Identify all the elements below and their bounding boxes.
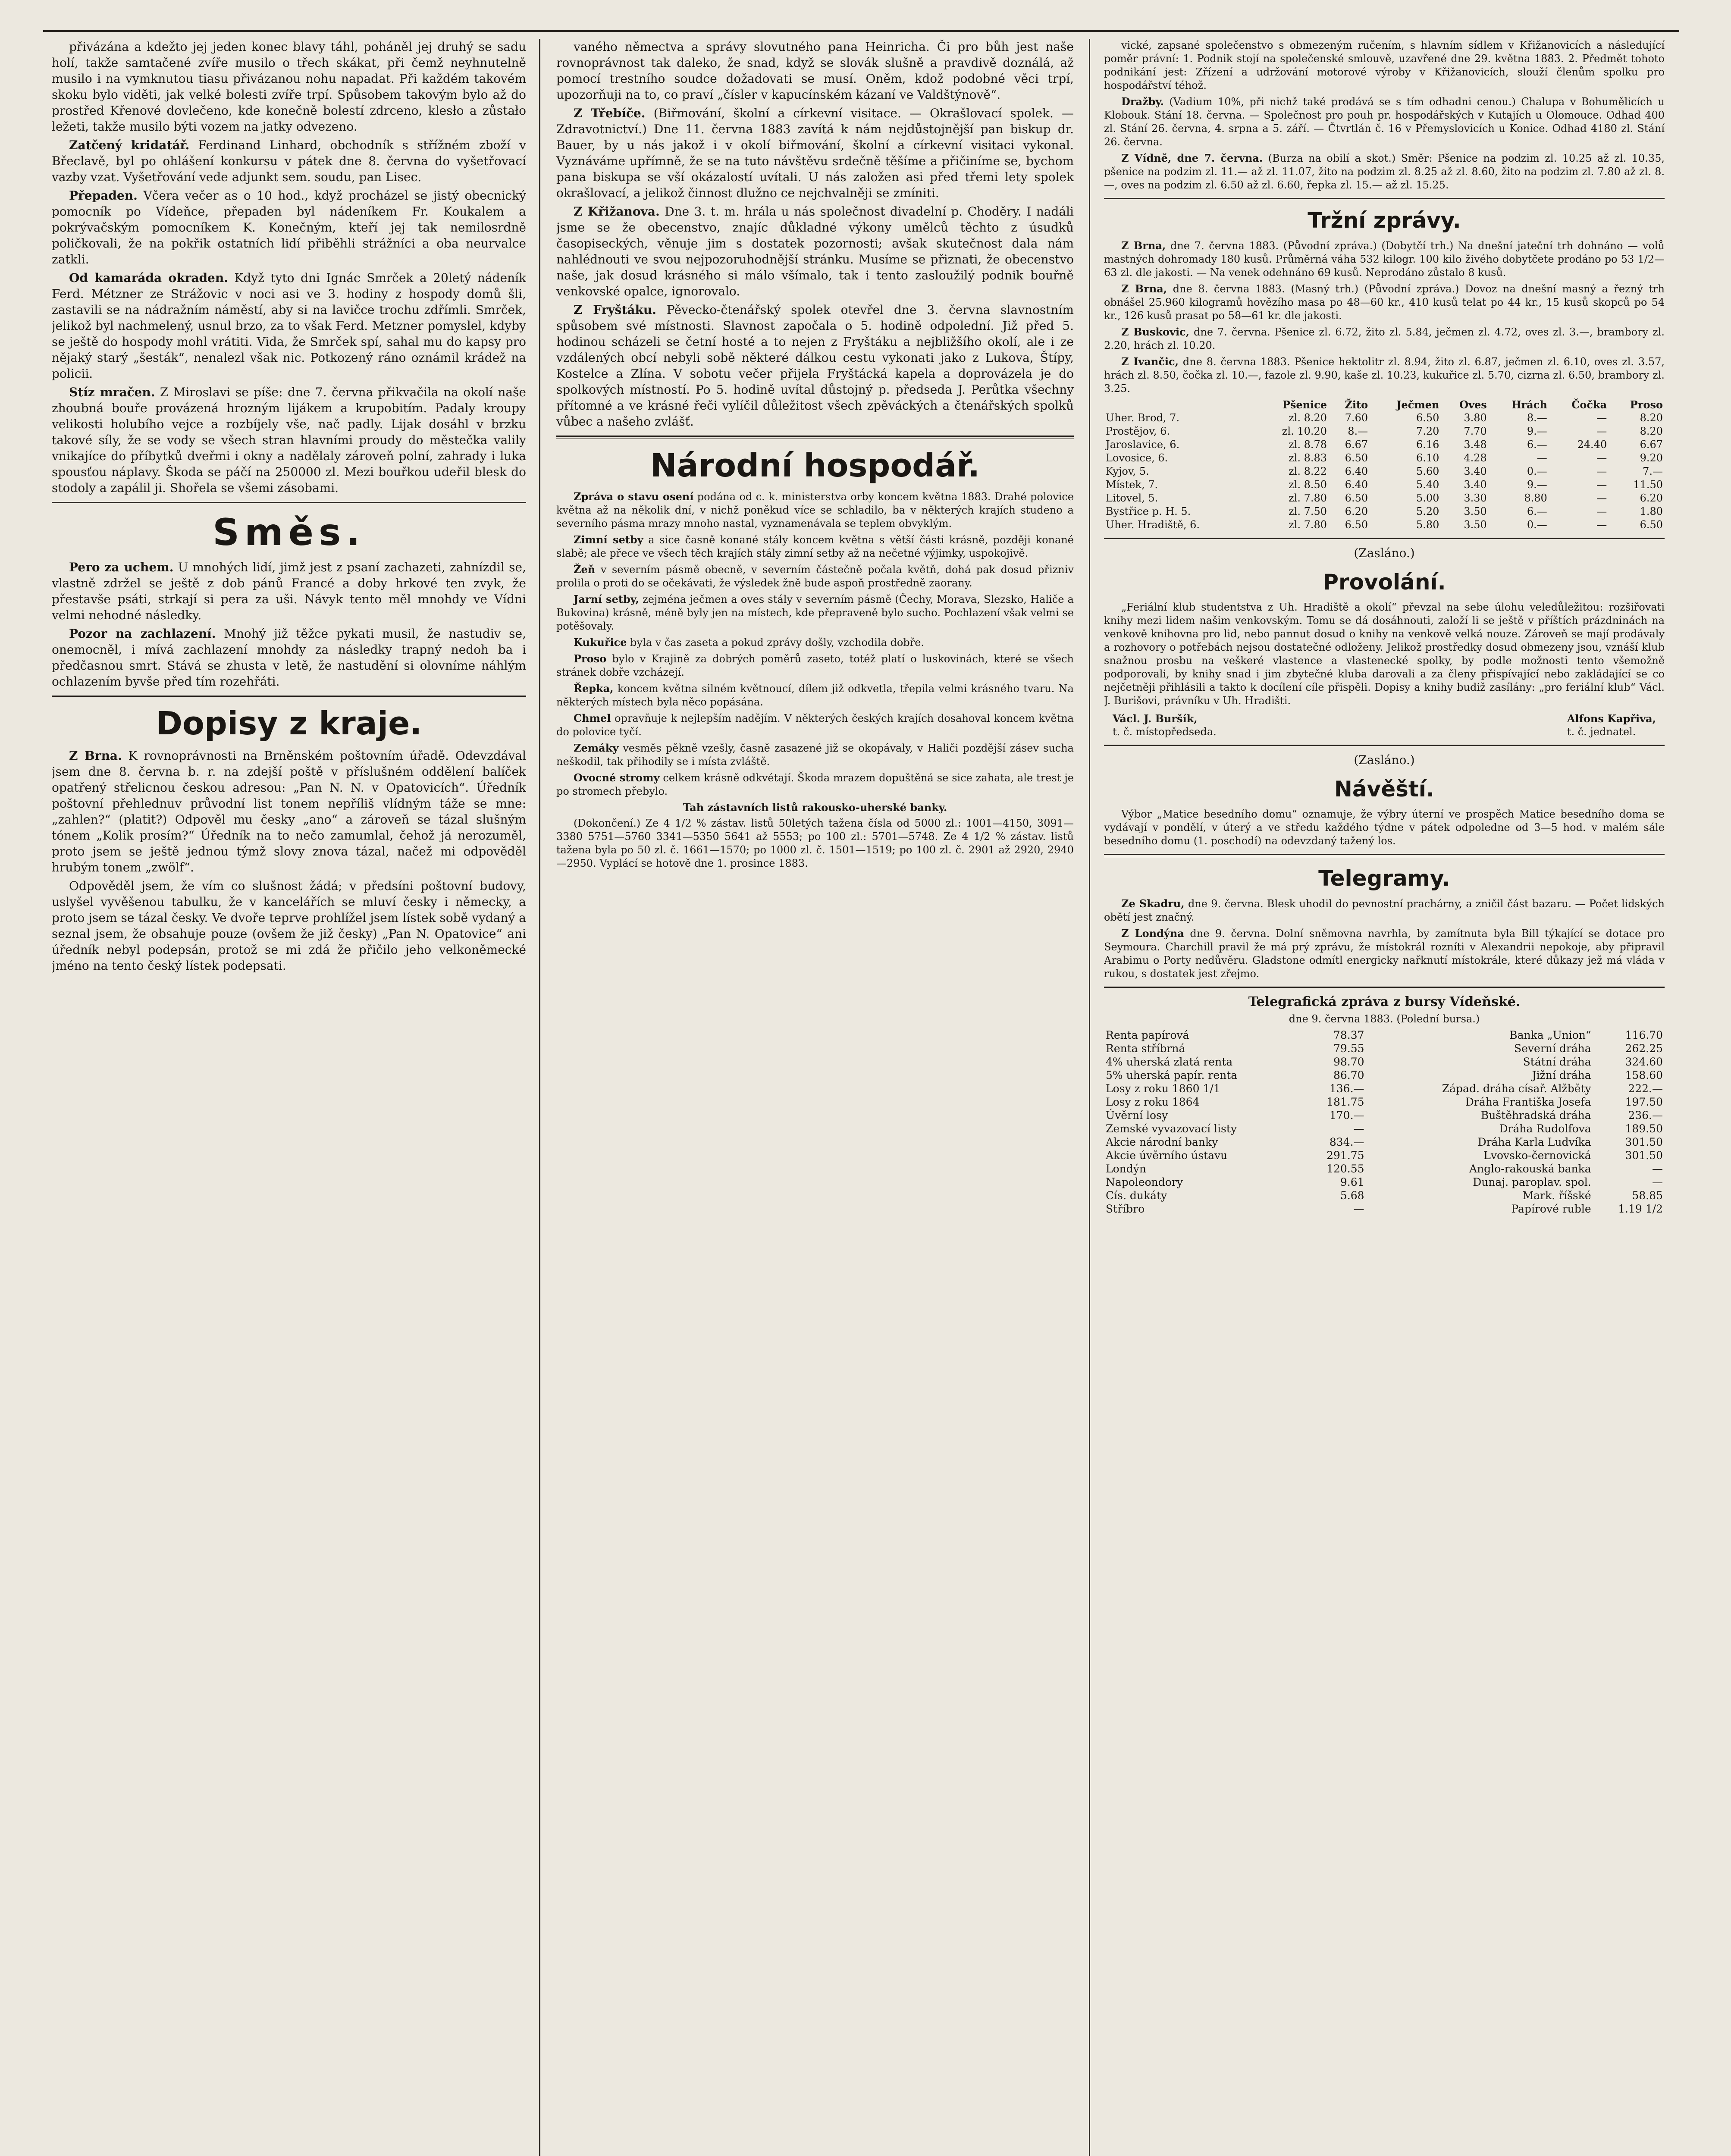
table-cell: 3.30 <box>1464 492 1487 504</box>
exchange-row <box>1104 1055 1665 1069</box>
report-place: Z Buskovic, <box>1121 326 1190 338</box>
exchange-cell: 262.25 <box>1625 1042 1663 1055</box>
table-cell: 3.40 <box>1464 479 1487 491</box>
exchange-cell: Akcie úvěrního ústavu <box>1106 1149 1228 1162</box>
entry-title: Jarní setby, <box>574 593 639 605</box>
letter-text: (Biřmování, školní a církevní visitace. — Okrašlovací spolek. — Zdravotnictví.) Dne 11. června 1883 zavítá k nám nejdůstojnější pan biskup dr. Bauer, by u nás jakož i v okolí biřmování, školní a církevní visitaci vykonal. Vyznáváme upřímně, že se na tuto návštěvu srdečně těšíme a přičiníme se, bychom pana biskupa se vší okázalostí uvítali. U nás založen asi před třemi lety spolek okrašlovací, a jelikož činnost dlužno ce nejchvalněji se zmíniti. <box>556 106 1074 200</box>
table-header-cell: Pšenice <box>1282 398 1327 411</box>
table-cell: 7.20 <box>1416 425 1439 437</box>
table-cell: 6.50 <box>1345 492 1368 504</box>
table-row <box>1104 438 1665 451</box>
table-cell: 6.67 <box>1640 439 1663 451</box>
table-cell: 3.48 <box>1464 439 1487 451</box>
exchange-row <box>1104 1162 1665 1175</box>
table-row <box>1104 492 1665 505</box>
exchange-cell: Buštěhradská dráha <box>1480 1109 1591 1122</box>
entry-text: a sice časně konané stály koncem května s větší části krásně, později konané slabě; ale přece ve všech těch krajích stály zimní setby až na nečetné výjimky, uspokojivě. <box>556 534 1074 559</box>
economy-section <box>556 490 1074 870</box>
report-text: dne 7. června. Pšenice zl. 6.72, žito zl. 5.84, ječmen zl. 4.72, oves zl. 3.—, brambory zl. 2.20, hrách zl. 10.20. <box>1104 326 1665 351</box>
exchange-row <box>1104 1069 1665 1082</box>
exchange-cell: Losy z roku 1860 1/1 <box>1106 1082 1220 1095</box>
item-title: Stíz mračen. <box>69 385 155 399</box>
letter-item <box>556 302 1074 429</box>
table-cell: 8.20 <box>1640 425 1663 437</box>
exchange-row <box>1104 1149 1665 1162</box>
telegram-text: dne 9. června. Dolní sněmovna navrhla, by zamítnuta byla Bill týkající se dotace pro Seymoura. Charchill pravil že má prý zprávu, že místokrál rozníti v Alexandrii nepokoje, aby připravil Arabimu o Porty nedůvěru. Gladstone odmítl energicky nařknutí místokrále, které důkazy jež má vláda v rukou, s dostatek jest zřejmo. <box>1104 928 1665 980</box>
exchange-cell: 291.75 <box>1326 1149 1364 1162</box>
report-place: Z Brna, <box>1121 282 1167 295</box>
table-cell: 8.— <box>1348 425 1368 437</box>
report-text: dne 8. června 1883. Pšenice hektolitr zl. 8.94, žito zl. 6.87, ječmen zl. 6.10, oves zl. 3.57, hrách zl. 8.50, čočka zl. 10.—, fazole zl. 9.90, kaše zl. 10.23, kukuřice zl. 5.70, cizrna zl. 6.50, brambory zl. 3.25. <box>1104 356 1665 395</box>
exchange-cell: 834.— <box>1329 1136 1364 1148</box>
exchange-cell: Banka „Union“ <box>1509 1029 1591 1041</box>
tah-heading: Tah zástavních listů rakousko-uherské banky. <box>683 801 947 814</box>
table-cell: 5.20 <box>1416 505 1439 517</box>
exchange-cell: 222.— <box>1628 1082 1663 1095</box>
letter-text: Odpověděl jsem, že vím co slušnost žádá; v předsíni poštovní budovy, uslyšel vyvěšenou tabulku, že v kancelářích se mluví česky i německy, a proto jsem se tázal česky. Ve dvoře teprve prohlížel jsem lístek sobě vydaný a seznal jsem, že obsahuje pouze (ovšem že již česky) „Pan N. Opatovice“ ani úředník nebyl podepsán, protož se mi zdá že přičilo jeho velkoněmecké jméno na tento český lístek podepsati. <box>52 879 526 973</box>
item-title: Přepaden. <box>69 188 138 203</box>
signatures <box>1113 712 1656 739</box>
section-divider <box>1104 987 1665 988</box>
trzni-zpravy-heading: Tržní zprávy. <box>1308 208 1461 233</box>
exchange-cell: Dráha Karla Ludvíka <box>1477 1136 1591 1148</box>
tah-text: (Dokončení.) Ze 4 1/2 % zástav. listů 50letých tažena čísla od 5000 zl.: 1001—4150, 3091—3380 5751—5760 3341—5350 5641 až 5553; po 100 zl.: 5701—5748. Ze 4 1/2 % zástav. listů tažena byla po 50 zl. č. 1661—1570; po 1000 zl. č. 1501—1519; po 100 zl. č. 2901 až 2920, 2940—2950. Vyplácí se hotově dne 1. prosince 1883. <box>556 817 1074 869</box>
column-2 <box>556 39 1074 2156</box>
narodni-hospodar-heading: Národní hospodář. <box>650 447 980 484</box>
opening-paragraph: přivázána a kdežto jej jeden konec blavy táhl, poháněl jej druhý se sadu holí, takže samtačené zvíře musilo o třech skákat, při čemž neyhnutelně musilo i na vymknutou tiasu přivázanou nohu napadat. Při každém takovém skoku bylo viděti, jak velké bolesti zvíře trpí. Spůsobem takovým bylo až do prostřed Křenové dovlečeno, kde konečně bolestí zdrceno, klesło a zůstało ležeti, takže musilo býti vozem na jatky odvezeno. <box>52 40 526 134</box>
letter-place: Z Fryštáku. <box>574 303 656 317</box>
table-row <box>1104 478 1665 492</box>
exchange-cell: Mark. říšské <box>1522 1189 1591 1202</box>
table-header-cell: Ječmen <box>1396 398 1439 411</box>
table-row <box>1104 411 1665 425</box>
exchange-cell: Londýn <box>1106 1163 1146 1175</box>
entry-text: bylo v Krajině za dobrých poměrů zaseto, totéž platí o luskovinách, které se všech stránek dobře vzcházejí. <box>556 653 1074 678</box>
table-cell: — <box>1596 492 1607 504</box>
letter-place: Z Brna. <box>69 749 122 763</box>
exchange-cell: 197.50 <box>1625 1096 1663 1108</box>
table-cell: — <box>1596 505 1607 517</box>
drazby-title: Dražby. <box>1121 95 1164 108</box>
table-cell: — <box>1596 519 1607 531</box>
entry-text: v severním pásmě obecně, v severním částečně počala květň, dohá pak dosud přizniv prolila o proti do se očekávati, že výsledek žně bude aspoň prostředně zaorany. <box>556 564 1074 589</box>
exchange-row <box>1104 1202 1665 1216</box>
news-item <box>52 270 526 382</box>
signature-left <box>1113 712 1217 739</box>
table-cell: — <box>1596 412 1607 424</box>
table-cell: 8.80 <box>1524 492 1547 504</box>
item-title: Pozor na zachlazení. <box>69 627 216 641</box>
exchange-cell: 236.— <box>1628 1109 1663 1122</box>
signatory-role: t. č. místopředseda. <box>1113 726 1217 738</box>
table-cell: Prostějov, 6. <box>1106 425 1170 437</box>
exchange-cell: 79.55 <box>1333 1042 1364 1055</box>
table-cell: 7.60 <box>1345 412 1368 424</box>
table-cell: Uher. Hradiště, 6. <box>1106 519 1200 531</box>
item-text: Když tyto dni Ignác Smrček a 20letý nádeník Ferd. Métzner ze Strážovic v noci asi ve 3. hodiny z hospody domů šli, zastavili se na nádražním náměstí, aby si na lavičce trochu zdřímli. Smrček, jelikož byl nachmelený, usnul brzo, za to však Ferd. Metzner pomyslel, kdyby se ještě do hospody mohl vrátiti. Vida, že Smrček spí, sahal mu do kapsy pro nějaký starý „šesták“, nenalezl však nic. Potkozený ráno oznámil krádež na policii. <box>52 271 526 381</box>
item-text: Z Miroslavi se píše: dne 7. června přikvačila na okolí naše zhoubná bouře provázená hrozným lijákem a krupobitím. Padaly kroupy velikosti holubího vejce a rozbíjely vše, nač padly. Lijak dosáhl v brzku takové síly, že se vody se všech stran hlavními proudy do městečka valily vnikajíce do příbytků dveřmi i okny a nadělaly zároveň polní, zahrady i luka spousťou náplavy. Škoda se páčí na 250000 zl. Mezi bouřkou udeřil blesk do stodoly a zapálil ji. Shořela se všemi zásobami. <box>52 385 526 495</box>
table-row <box>1104 505 1665 518</box>
table-cell: 6.20 <box>1640 492 1663 504</box>
table-row <box>1104 518 1665 532</box>
table-header-cell: Čočka <box>1571 398 1607 411</box>
exchange-cell: 4% uherská zlatá renta <box>1106 1056 1233 1068</box>
market-price-table <box>1104 398 1665 532</box>
exchange-cell: 120.55 <box>1326 1163 1364 1175</box>
entry-title: Ovocné stromy <box>574 771 660 784</box>
letter-item <box>52 878 526 974</box>
exchange-cell: Severní dráha <box>1514 1042 1591 1055</box>
table-cell: 7.— <box>1643 465 1663 477</box>
opening-paragraph: vaného němectva a správy slovutného pana Heinricha. Či pro bůh jest naše rovnoprávnost tak daleko, že snad, když se slovák slušně a pravdivě doználá, až pomocí trestního soudce dožadovati se musí. Oněm, kdož podobné věci trpí, upozorňuji na to, co praví „čísler v kapucínském kázaní ve Valdštýnově“. <box>556 40 1074 102</box>
exchange-cell: Papírové ruble <box>1511 1203 1591 1215</box>
exchange-cell: Cís. dukáty <box>1106 1189 1167 1202</box>
exchange-table <box>1104 1028 1665 1216</box>
exchange-cell: 78.37 <box>1333 1029 1364 1041</box>
exchange-cell: 116.70 <box>1625 1029 1663 1041</box>
column-3 <box>1104 39 1665 2156</box>
table-cell: 6.— <box>1527 505 1547 517</box>
opening-paragraph: vické, zapsané společenstvo s obmezeným ručením, s hlavním sídlem v Křižanovicích a následující poměr právní: 1. Podnik stojí na společenské smlouvě, uzavřené dne 29. května 1883. 2. Předmět tohoto podnikání jest: Zřízení a udržování motorové výroby v Křižanovicích, slouží členům spolku pro hospodářství téhož. <box>1104 39 1665 91</box>
column-1 <box>52 39 526 2156</box>
telegram-text: dne 9. června. Blesk uhodil do pevnostní prachárny, a zničil část bazaru. — Počet lidských obětí jest značný. <box>1104 898 1665 923</box>
letter-item <box>52 748 526 875</box>
table-header-cell: Hrách <box>1511 398 1547 411</box>
table-cell: Kyjov, 5. <box>1106 465 1149 477</box>
exchange-cell: 58.85 <box>1632 1189 1663 1202</box>
table-cell: Uher. Brod, 7. <box>1106 412 1180 424</box>
exchange-cell: 136.— <box>1329 1082 1364 1095</box>
exchange-cell: Západ. dráha císař. Alžběty <box>1442 1082 1591 1095</box>
entry-title: Zemáky <box>574 742 619 754</box>
table-cell: Litovel, 5. <box>1106 492 1158 504</box>
table-cell: 6.— <box>1527 439 1547 451</box>
drazby-text: (Vadium 10%, při nichž také prodává se s tím odhadni cenou.) Chalupa v Bohumělicích u Klobouk. Stání 18. června. — Společnost pro pouh pr. hospodářských v Kutajích u Olomouce. Odhad 400 zl. Stání 26. června, 4. srpna a 5. září. — Čtvrtlán č. 16 v Přemyslovicích u Konice. Odhad 4180 zl. Stání 26. června. <box>1104 96 1665 148</box>
telegram-place: Ze Skadru, <box>1121 897 1185 910</box>
entry-text: koncem května silném květnoucí, dílem již odkvetla, třepila velmi krásného tvaru. Na některých místech byla něco popásána. <box>556 683 1074 708</box>
item-text: Mnohý již těžce pykati musil, že nastudiv se, onemocněl, i mívá zachlazení mnohdy za následky trapný nedoh ba i předčasnou smrt. Stává se zhusta v letě, že nastudění si olovníme náhlým ochlazením byvše před tím rozehřáti. <box>52 627 526 689</box>
letter-item <box>556 204 1074 299</box>
exchange-cell: 181.75 <box>1326 1096 1364 1108</box>
table-cell: zl. 10.20 <box>1282 425 1327 437</box>
table-cell: Bystřice p. H. 5. <box>1106 505 1191 517</box>
bursa-subheading: dne 9. června 1883. (Polední bursa.) <box>1289 1013 1480 1025</box>
exchange-cell: 86.70 <box>1333 1069 1364 1081</box>
signatory-name: Alfons Kapřiva, <box>1567 712 1656 725</box>
table-cell: Místek, 7. <box>1106 479 1158 491</box>
table-cell: 0.— <box>1527 465 1547 477</box>
report-text: dne 7. června 1883. (Původní zpráva.) (Dobytčí trh.) Na dnešní jateční trh dohnáno — volů mastných dohromady 180 kusů. Průměrná váha 532 kilogr. 100 kilo živého dobytčete prodáno po 53 1/2—63 zl. dle jakosti. — Na venek odehnáno 69 kusů. Neprodáno zůstalo 8 kusů. <box>1104 240 1665 279</box>
exchange-cell: 324.60 <box>1625 1056 1663 1068</box>
column-divider-1 <box>539 39 540 2156</box>
table-header-cell <box>1104 398 1254 411</box>
exchange-cell: 301.50 <box>1625 1136 1663 1148</box>
entry-title: Zpráva o stavu osení <box>574 490 694 503</box>
table-row <box>1104 465 1665 478</box>
entry-text: opravňuje k nejlepším nadějím. V některých českých krajích dosahoval koncem května do polovice tyčí. <box>556 712 1074 738</box>
section-divider <box>52 696 526 697</box>
table-cell: 9.20 <box>1640 452 1663 464</box>
table-cell: 5.80 <box>1416 519 1439 531</box>
exchange-cell: Renta papírová <box>1106 1029 1189 1041</box>
report-text: dne 8. června 1883. (Masný trh.) (Původní zpráva.) Dovoz na dnešní masný a řezný trh obnášel 25.960 kilogramů hovězího masa po 48—60 kr., 410 kusů telat po 44 kr., 15 kusů skopců po 54 kr., 126 kusů prasat po 58—61 kr. dle jakosti. <box>1104 283 1665 322</box>
table-cell: Lovosice, 6. <box>1106 452 1168 464</box>
item-title: Zatčený kridatář. <box>69 138 190 152</box>
letter-text: Pěvecko-čtenářský spolek otevřel dne 3. června slavnostním spůsobem své místnosti. Slavnost započala o 5. hodině odpolední. Již před 5. hodinou scházeli se četní hosté a to nejen z Fryštáku a nejbližšího okolí, ale i ze vzdálených obcí nebyli sobě některé dálkou cestu vykonati jako z Lukova, Štípy, Kostelce a Zlína. V sobotu večer přijela Fryštácká kapela a doprovázela je do spolkových místností. Po 5. hodině uvítal důstojný p. předseda J. Perůtka všechny přítomné a ve krásné řeči vylíčil důležitost všech zpěváckých a čtenářských spolků vůbec a našeho zvlášť. <box>556 303 1074 429</box>
table-header-cell: Proso <box>1630 398 1663 411</box>
navesti-heading: Návěští. <box>1334 777 1434 802</box>
table-cell: 7.70 <box>1464 425 1487 437</box>
table-header-cell: Žito <box>1345 398 1368 411</box>
obili-text: (Burza na obilí a skot.) Směr: Pšenice na podzim zl. 10.25 až zl. 10.35, pšenice na podzim zl. 11.— až zl. 11.07, žito na podzim zl. 8.25 až zl. 8.60, žito na podzim zl. 7.80 až zl. 8.—, oves na podzim zl. 6.50 až zl. 6.60, řepka zl. 15.— až zl. 15.25. <box>1104 152 1665 191</box>
exchange-cell: Stříbro <box>1106 1203 1145 1215</box>
exchange-cell: — <box>1652 1163 1663 1175</box>
exchange-cell: Dunaj. paroplav. spol. <box>1473 1176 1591 1188</box>
table-cell: 6.40 <box>1345 465 1368 477</box>
table-cell: zl. 8.50 <box>1289 479 1327 491</box>
letter-item <box>556 105 1074 201</box>
exchange-cell: Lvovsko-černovická <box>1483 1149 1591 1162</box>
table-cell: 6.67 <box>1345 439 1368 451</box>
table-header-cell: Oves <box>1459 398 1487 411</box>
report-place: Z Brna, <box>1121 239 1166 252</box>
entry-title: Žeň <box>574 563 596 576</box>
obili-title: Z Vídně, dne 7. června. <box>1121 152 1263 164</box>
table-cell: — <box>1596 465 1607 477</box>
table-cell: zl. 7.80 <box>1289 492 1327 504</box>
table-cell: 6.50 <box>1345 452 1368 464</box>
entry-title: Zimní setby <box>574 533 643 546</box>
entry-text: podána od c. k. ministerstva orby koncem května 1883. Drahé polovice května až na několik dní, v nichž poněkud více se schladilo, ba v některých krajích studeno a severního pásma mrazy mnoho nastal, vyznamenávala se teplem obvyklým. <box>556 491 1074 530</box>
entry-title: Chmel <box>574 712 611 724</box>
table-cell: 9.— <box>1527 479 1547 491</box>
report-place: Z Ivančic, <box>1121 355 1179 368</box>
entry-text: zejména ječmen a oves stály v severním pásmě (Čechy, Morava, Slezsko, Haliče a Bukovina) krásně, méně byly jen na místech, kde přepraveně bylo sucho. Pochlazení však velmi se potěšovaly. <box>556 593 1074 632</box>
table-cell: 0.— <box>1527 519 1547 531</box>
table-cell: 3.40 <box>1464 465 1487 477</box>
table-cell: 8.— <box>1527 412 1547 424</box>
exchange-cell: Úvěrní losy <box>1106 1109 1168 1122</box>
exchange-cell: 5.68 <box>1340 1189 1364 1202</box>
exchange-cell: Anglo-rakouská banka <box>1469 1163 1591 1175</box>
table-cell: 6.20 <box>1345 505 1368 517</box>
top-rule <box>43 30 1679 32</box>
table-cell: zl. 7.80 <box>1289 519 1327 531</box>
exchange-cell: 189.50 <box>1625 1122 1663 1135</box>
dopisy-heading: Dopisy z kraje. <box>156 705 422 742</box>
exchange-cell: — <box>1353 1122 1364 1135</box>
entry-title: Řepka, <box>574 682 614 695</box>
table-header-row <box>1104 398 1665 411</box>
table-cell: 6.50 <box>1345 519 1368 531</box>
exchange-cell: 301.50 <box>1625 1149 1663 1162</box>
table-cell: — <box>1596 425 1607 437</box>
letter-place: Z Křižanova. <box>574 204 660 219</box>
signatory-name: Václ. J. Buršík, <box>1113 712 1198 725</box>
navesti-text: Výbor „Matice besedního domu“ oznamuje, že výbry úterní ve prospěch Matice besedního doma se vydávají v pondělí, v úterý a ve středu každého týdne v pátek odpoledne od 3—5 hod. v malém sále besedního domu (1. poschodí) na odevzdaný tažený los. <box>1104 808 1665 847</box>
exchange-cell: Renta stříbrná <box>1106 1042 1185 1055</box>
exchange-row <box>1104 1189 1665 1202</box>
zaslano-label: (Zasláno.) <box>1354 753 1415 767</box>
table-cell: 8.20 <box>1640 412 1663 424</box>
telegramy-heading: Telegramy. <box>1318 866 1450 891</box>
entry-title: Kukuřice <box>574 636 627 649</box>
exchange-row <box>1104 1095 1665 1109</box>
item-title: Pero za uchem. <box>69 560 174 574</box>
telegram-place: Z Londýna <box>1121 927 1184 940</box>
item-text: Včera večer as o 10 hod., když procházel se jistý obecnický pomocník po Vídeňce, přepaden byl nádeníkem Fr. Koukalem a pokrývačským pomocníkem K. Konečným, kteří jej tak nemilosrdně poličkovali, že na pokřik ostatních lidí přiběhli strážníci a oba neurvalce zatkli. <box>52 188 526 266</box>
provolani-heading: Provolání. <box>1323 570 1446 595</box>
exchange-cell: Losy z roku 1864 <box>1106 1096 1200 1108</box>
table-cell: 11.50 <box>1633 479 1663 491</box>
exchange-cell: — <box>1652 1176 1663 1188</box>
exchange-table-body <box>1104 1028 1665 1216</box>
table-cell: 6.50 <box>1416 412 1439 424</box>
table-cell: zl. 8.22 <box>1289 465 1327 477</box>
entry-text: byla v čas zaseta a pokud zprávy došly, vzchodila dobře. <box>630 636 925 649</box>
table-cell: 5.60 <box>1416 465 1439 477</box>
section-divider <box>52 502 526 503</box>
exchange-row <box>1104 1028 1665 1042</box>
provolani-text: „Feriální klub studentstva z Uh. Hradiště a okolí“ převzal na sebe úlohu veledůležitou: rozšiřovati knihy mezi lidem našim venkovským. Tomu se dá dosáhnouti, založí li se ještě v příštích prázdninách na venkově knihovna pro lid, nebo pannut dosud o knihy na venkově velká nouze. Zároveň se mají prodávaly a rozhovory o potřebách nejsou dostatečné odloženy. Jelikož prostředky dosud obmezeny jsou, vznáší klub snažnou prosbu na veškeré vlastence a vlastenecké spolky, by podle možnosti tento všemožně podporovali, by knihy snad i jim zbytečné kluba darovali a za členy přispívající nebo zakládající se co nejčetněji přihlásili a takto k docílení cíle přispěli. Dopisy a knihy budiž zasílány: „pro feriální klub“ Václ. J. Burišovi, právníku v Uh. Hradišti. <box>1104 601 1665 707</box>
exchange-cell: Jižní dráha <box>1532 1069 1591 1081</box>
letter-text: K rovnoprávnosti na Brněnském poštovním úřadě. Odevzdával jsem dne 8. června b. r. na zdejší poště v příslušném oddělení balíček opatřený střelicnou českou adresou: „Pan N. N. v Opatovicích“. Úředník poštovní přehlednuv průvodní list tonem nepříliš vlídným táže se mne: „zahlen?“ (platit?) Odpověl mu česky „ano“ a zároveň se tázal slušným tónem „Kolik prosím?“ Úředník na to nečo zamumlal, čehož já nerozuměl, proto jsem se ještě jednou týmž slovy znova tázal, načež mi odpověděl hrubým tonem „zwölf“. <box>52 749 526 874</box>
telegrams <box>1104 897 1665 981</box>
news-item <box>52 188 526 267</box>
exchange-cell: Zemské vyvazovací listy <box>1106 1122 1237 1135</box>
table-row <box>1104 451 1665 465</box>
entry-text: vesměs pěkně vzešly, časně zasazené již se okopávaly, v Haliči pozdější zásev sucha neškodil, tak přihodily se i místa zvláště. <box>556 742 1074 768</box>
letter-place: Z Třebíče. <box>574 106 646 120</box>
market-reports <box>1104 239 1665 395</box>
exchange-cell: Státní dráha <box>1523 1056 1591 1068</box>
table-cell: 3.80 <box>1464 412 1487 424</box>
exchange-cell: Dráha Františka Josefa <box>1465 1096 1591 1108</box>
news-item <box>52 384 526 496</box>
table-cell: zl. 8.20 <box>1289 412 1327 424</box>
exchange-cell: Dráha Rudolfova <box>1499 1122 1591 1135</box>
signature-right <box>1567 712 1656 739</box>
exchange-cell: 158.60 <box>1625 1069 1663 1081</box>
exchange-row <box>1104 1042 1665 1055</box>
exchange-cell: 1.19 1/2 <box>1618 1203 1663 1215</box>
section-divider <box>1104 538 1665 539</box>
table-row <box>1104 425 1665 438</box>
table-cell: zl. 8.83 <box>1289 452 1327 464</box>
letter-text: Dne 3. t. m. hrála u nás společnost divadelní p. Choděry. I nadáli jsme se že obecenstvo, znajíc důkladné výkony umělců těchto z úsudků časopiseckých, věnuje jim s dostatek pozornosti; avšak skutečnost dala nám nahlédnouti ve svou nejpozoruhodnější stránku. Musíme se přiznati, že obecenstvo naše, jak dosud krásného si málo všímalo, tak i tento zasloužilý podnik bouřně venkovské opalce, ignorovalo. <box>556 204 1074 298</box>
news-item <box>52 626 526 689</box>
table-cell: — <box>1596 452 1607 464</box>
signatory-role: t. č. jednatel. <box>1567 726 1636 738</box>
bursa-heading: Telegrafická zpráva z bursy Vídeňské. <box>1248 994 1521 1009</box>
table-cell: 6.40 <box>1345 479 1368 491</box>
entry-text: celkem krásně odkvétají. Škoda mrazem dopuštěná se sice zahata, ale trest je po stromech přebylo. <box>556 772 1074 797</box>
exchange-row <box>1104 1122 1665 1135</box>
section-divider <box>1104 198 1665 199</box>
exchange-cell: 9.61 <box>1340 1176 1364 1188</box>
exchange-row <box>1104 1082 1665 1095</box>
exchange-cell: 98.70 <box>1333 1056 1364 1068</box>
table-cell: 4.28 <box>1464 452 1487 464</box>
news-item <box>52 559 526 623</box>
exchange-row <box>1104 1135 1665 1149</box>
smes-heading: Směs. <box>213 511 365 554</box>
table-cell: 5.00 <box>1416 492 1439 504</box>
section-divider <box>1104 854 1665 857</box>
exchange-cell: Akcie národní banky <box>1106 1136 1218 1148</box>
item-text: U mnohých lidí, jimž jest z psaní zachazeti, zahnízdil se, vlastně zdržel se ještě z dob pánů Francé a doby hrkové ten zvyk, že přestavše psáti, strkají si pera za uši. Návyk tento měl mnohdy ve Vídni velmi nehodné následky. <box>52 560 526 622</box>
exchange-cell: 5% uherská papír. renta <box>1106 1069 1238 1081</box>
table-cell: 9.— <box>1527 425 1547 437</box>
table-cell: zl. 7.50 <box>1289 505 1327 517</box>
table-cell: 3.50 <box>1464 505 1487 517</box>
table-cell: 24.40 <box>1577 439 1607 451</box>
item-text: Ferdinand Linhard, obchodník s střížném zboží v Břeclavě, byl po ohlášení konkursu v pátek dne 8. června do vyšetřovací vazby vzat. Vyšetřování vede adjunkt sem. soudu, pan Lisec. <box>52 138 526 184</box>
table-cell: — <box>1596 479 1607 491</box>
table-cell: — <box>1537 452 1547 464</box>
table-body <box>1104 411 1665 532</box>
table-cell: 5.40 <box>1416 479 1439 491</box>
exchange-row <box>1104 1175 1665 1189</box>
table-cell: 6.50 <box>1640 519 1663 531</box>
section-divider <box>1104 745 1665 746</box>
table-cell: zl. 8.78 <box>1289 439 1327 451</box>
table-cell: Jaroslavice, 6. <box>1106 439 1180 451</box>
entry-title: Proso <box>574 652 607 665</box>
section-divider <box>556 436 1074 439</box>
table-cell: 3.50 <box>1464 519 1487 531</box>
table-cell: 6.16 <box>1416 439 1439 451</box>
table-cell: 1.80 <box>1640 505 1663 517</box>
item-title: Od kamaráda okraden. <box>69 271 228 285</box>
zaslano-label: (Zasláno.) <box>1354 546 1415 560</box>
exchange-row <box>1104 1109 1665 1122</box>
table-cell: 6.10 <box>1416 452 1439 464</box>
exchange-cell: — <box>1353 1203 1364 1215</box>
exchange-cell: Napoleondory <box>1106 1176 1183 1188</box>
exchange-cell: 170.— <box>1329 1109 1364 1122</box>
news-item <box>52 137 526 185</box>
column-divider-2 <box>1089 39 1090 2156</box>
